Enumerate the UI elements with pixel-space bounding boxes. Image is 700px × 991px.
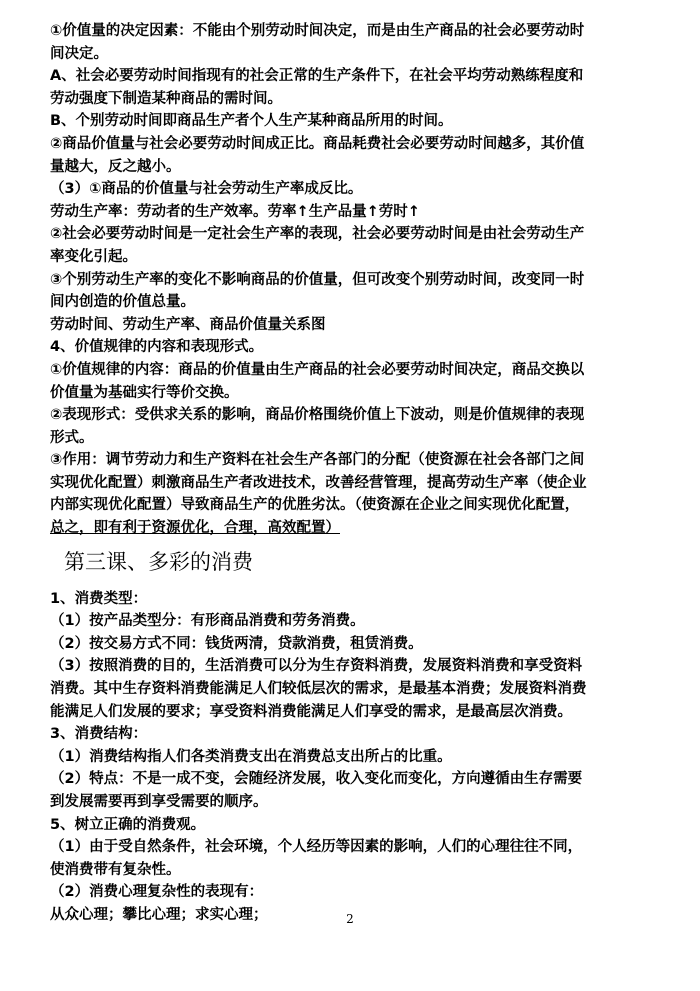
text-line: B、个别劳动时间即商品生产者个人生产某种商品所用的时间。: [50, 113, 453, 130]
text-line: （1）按产品类型分：有形商品消费和劳务消费。: [50, 613, 365, 630]
text-line: 从众心理；攀比心理；求实心理；: [50, 906, 268, 923]
text-line: 劳动强度下制造某种商品的需时间。: [50, 90, 282, 107]
text-line: （2）特点：不是一成不变，会随经济发展，收入变化而变化，方向遵循由生存需要: [50, 771, 583, 788]
text-line: 量越大，反之越小。: [50, 158, 181, 175]
text-line: 劳动生产率：劳动者的生产效率。劳率↑生产品量↑劳时↑: [50, 203, 420, 220]
text-line: 3、消费结构：: [50, 726, 148, 743]
text-line: ②表现形式：受供求关系的影响，商品价格围绕价值上下波动，则是价值规律的表现: [50, 407, 585, 424]
text-line: 总之，即有利于资源优化，合理，高效配置）: [50, 520, 340, 537]
text-line: 价值量为基础实行等价交换。: [50, 384, 239, 401]
page-number: 2: [346, 912, 354, 926]
section-title: 第三课、多彩的消费: [64, 549, 253, 574]
text-line: （1）由于受自然条件，社会环境，个人经历等因素的影响，人们的心理往往不同，: [50, 839, 583, 856]
text-line: 4、价值规律的内容和表现形式。: [50, 339, 264, 356]
document-page: [50, 20, 660, 927]
text-line: ①价值规律的内容：商品的价值量由生产商品的社会必要劳动时间决定，商品交换以: [50, 361, 585, 378]
text-line: 间内创造的价值总量。: [50, 294, 195, 311]
text-line: 间决定。: [50, 45, 108, 62]
text-line: 实现优化配置）刺激商品生产者改进技术，改善经营管理，提高劳动生产率（使企业: [50, 474, 587, 491]
text-line: 到发展需要再到享受需要的顺序。: [50, 794, 268, 810]
text-line: 使消费带有复杂性。: [50, 861, 181, 878]
text-line: 5、树立正确的消费观。: [50, 816, 206, 833]
text-line: 劳动时间、劳动生产率、商品价值量关系图: [50, 316, 326, 333]
text-line: ②社会必要劳动时间是一定社会生产率的表现，社会必要劳动时间是由社会劳动生产: [50, 226, 585, 243]
text-line: （1）消费结构指人们各类消费支出在消费总支出所占的比重。: [50, 748, 452, 765]
text-line: （2）消费心理复杂性的表现有：: [50, 884, 264, 901]
text-line: ③个别劳动生产率的变化不影响商品的价值量，但可改变个别劳动时间，改变同一时: [50, 271, 585, 288]
text-line: ③作用：调节劳动力和生产资料在社会生产各部门的分配（使资源在社会各部门之间: [50, 452, 585, 469]
text-line: （2）按交易方式不同：钱货两清，贷款消费，租赁消费。: [50, 635, 423, 652]
text-line: 消费。其中生存资料消费能满足人们较低层次的需求，是最基本消费；发展资料消费: [50, 681, 587, 698]
text-line: 能满足人们发展的要求；享受资料消费能满足人们享受的需求，是最高层次消费。: [50, 703, 572, 720]
text-line: （3）按照消费的目的，生活消费可以分为生存资料消费，发展资料消费和享受资料: [50, 658, 583, 675]
text-line: 形式。: [50, 429, 94, 446]
text-line: ②商品价值量与社会必要劳动时间成正比。商品耗费社会必要劳动时间越多，其价值: [50, 135, 585, 152]
text-block-consumption: [50, 588, 660, 927]
text-line: （3）①商品的价值量与社会劳动生产率成反比。: [50, 181, 363, 198]
text-block-value: [50, 20, 660, 540]
text-line: 1、消费类型：: [50, 590, 148, 607]
text-line: A、社会必要劳动时间指现有的社会正常的生产条件下，在社会平均劳动熟练程度和: [50, 68, 584, 85]
text-line: ①价值量的决定因素：不能由个别劳动时间决定，而是由生产商品的社会必要劳动时: [50, 23, 585, 39]
text-line: 率变化引起。: [50, 248, 137, 265]
text-line: 内部实现优化配置）导致商品生产的优胜劣汰。（使资源在企业之间实现优化配置，: [50, 497, 580, 514]
